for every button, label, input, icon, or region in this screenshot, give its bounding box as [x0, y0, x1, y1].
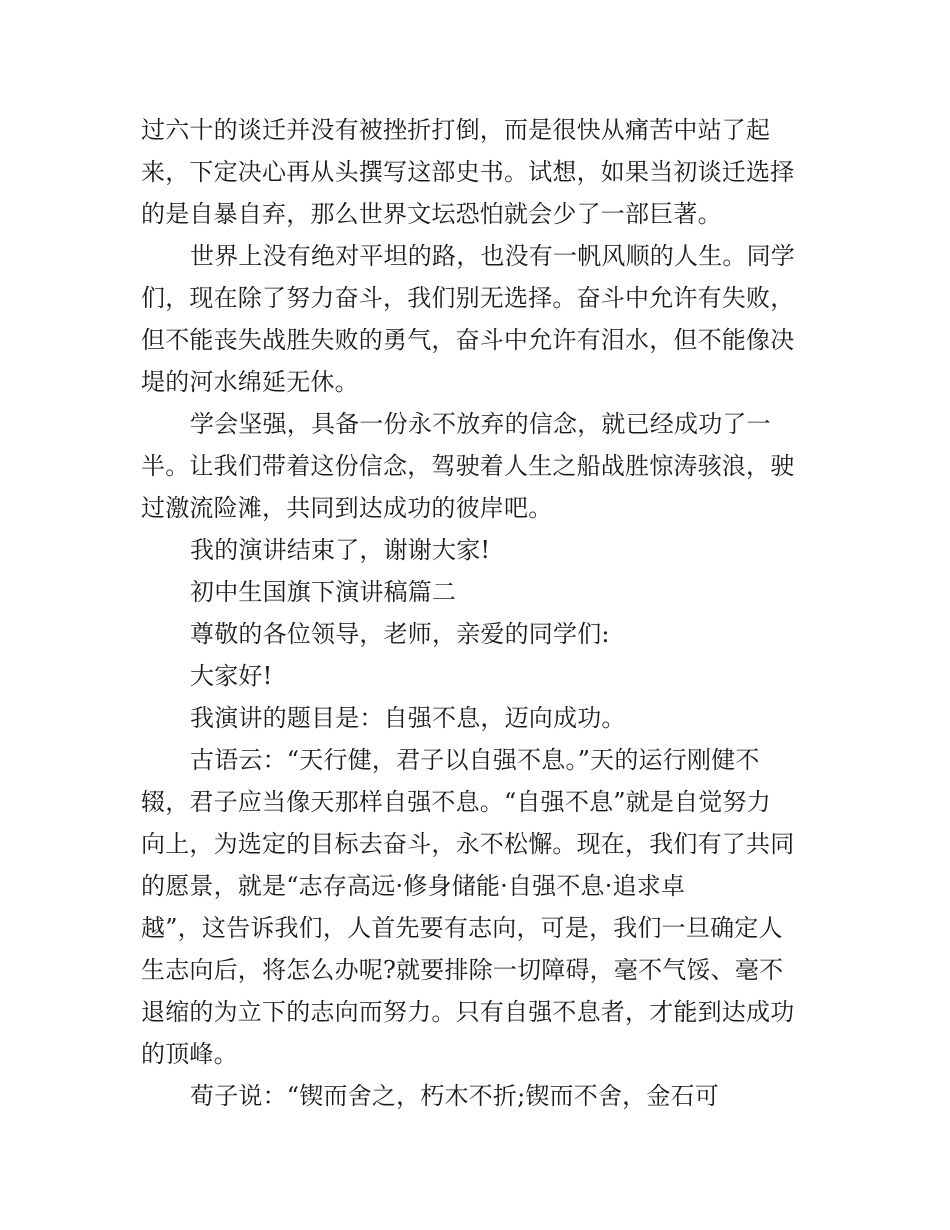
text-line: 半。让我们带着这份信念，驾驶着人生之船战胜惊涛骇浪，驶: [141, 452, 795, 480]
text-line: 退缩的为立下的志向而努力。只有自强不息者，才能到达成功: [141, 998, 795, 1026]
text-line: 来，下定决心再从头撰写这部史书。试想，如果当初谈迁选择: [141, 158, 795, 186]
text-line: 过激流险滩，共同到达成功的彼岸吧。: [141, 494, 553, 522]
section-heading: 初中生国旗下演讲稿篇二: [190, 578, 457, 606]
text-line: 尊敬的各位领导，老师，亲爱的同学们:: [190, 620, 610, 648]
text-line: 的是自暴自弃，那么世界文坛恐怕就会少了一部巨著。: [141, 200, 722, 228]
text-line: 我的演讲结束了，谢谢大家!: [190, 536, 491, 564]
text-line: 向上，为选定的目标去奋斗，永不松懈。现在，我们有了共同: [141, 830, 795, 858]
text-line: 我演讲的题目是：自强不息，迈向成功。: [190, 704, 626, 732]
text-line: 越”，这告诉我们，人首先要有志向，可是，我们一旦确定人: [141, 914, 783, 942]
text-line: 的顶峰。: [141, 1040, 238, 1068]
text-line: 大家好!: [190, 662, 273, 690]
text-line: 但不能丧失战胜失败的勇气，奋斗中允许有泪水，但不能像决: [141, 326, 795, 354]
text-line: 生志向后，将怎么办呢?就要排除一切障碍，毫不气馁、毫不: [141, 956, 784, 984]
text-line: 辍，君子应当像天那样自强不息。“自强不息”就是自觉努力: [141, 788, 771, 816]
text-line: 过六十的谈迁并没有被挫折打倒，而是很快从痛苦中站了起: [141, 116, 771, 144]
text-line: 荀子说：“锲而舍之，朽木不折;锲而不舍，金石可: [190, 1082, 719, 1110]
text-line: 堤的河水绵延无休。: [141, 368, 359, 396]
text-line: 学会坚强，具备一份永不放弃的信念，就已经成功了一: [190, 410, 771, 438]
text-line: 的愿景，就是“志存高远·修身储能·自强不息·追求卓: [141, 872, 686, 900]
text-line: 们，现在除了努力奋斗，我们别无选择。奋斗中允许有失败，: [141, 284, 795, 312]
text-line: 世界上没有绝对平坦的路，也没有一帆风顺的人生。同学: [190, 242, 795, 270]
text-line: 古语云：“天行健，君子以自强不息。”天的运行刚健不: [190, 746, 760, 774]
